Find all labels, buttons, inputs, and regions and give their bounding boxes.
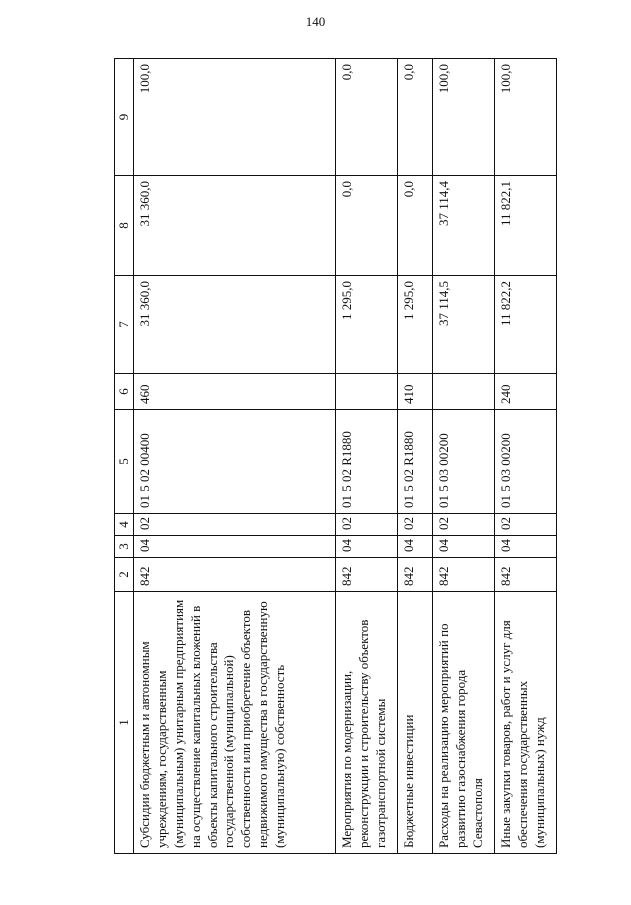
cell-c7: 11 822,2 (495, 276, 557, 374)
cell-c4: 02 (433, 514, 495, 536)
table-row (134, 59, 336, 854)
header-cell: 4 (115, 514, 134, 536)
cell-c9: 0,0 (336, 59, 398, 176)
cell-c2: 842 (134, 558, 336, 592)
cell-c5: 01 5 03 00200 (495, 410, 557, 514)
cell-c6: 240 (495, 374, 557, 410)
table-row (433, 59, 495, 854)
cell-c3: 04 (398, 536, 433, 558)
cell-c2: 842 (336, 558, 398, 592)
row-name: Субсидии бюджетным и автономным учреждениям, государственным (муниципальным) унитарным предприятиям на осуществление капитальных вложений в объекты капитального строительства государственной (муниципальной) собственности или приобретение объектов недвижимого имущества в государственную (муниципальную) собственность (134, 592, 336, 854)
cell-c4: 02 (495, 514, 557, 536)
cell-c8: 11 822,1 (495, 176, 557, 276)
header-cell: 8 (115, 176, 134, 276)
row-name: Мероприятия по модернизации, реконструкции и строительству объектов газотранспортной системы (336, 592, 398, 854)
cell-c6: 460 (134, 374, 336, 410)
cell-c3: 04 (134, 536, 336, 558)
table-header-row (115, 59, 134, 854)
budget-table-container (114, 59, 576, 854)
cell-c6 (336, 374, 398, 410)
cell-c6: 410 (398, 374, 433, 410)
cell-c2: 842 (433, 558, 495, 592)
table-row (398, 59, 433, 854)
cell-c2: 842 (495, 558, 557, 592)
cell-c5: 01 5 02 R1880 (336, 410, 398, 514)
table-row (495, 59, 557, 854)
row-name: Расходы на реализацию мероприятий по развитию газоснабжения города Севастополя (433, 592, 495, 854)
row-name: Иные закупки товаров, работ и услуг для обеспечения государственных (муниципальных) нужд (495, 592, 557, 854)
table-row (336, 59, 398, 854)
cell-c7: 1 295,0 (398, 276, 433, 374)
cell-c7: 37 114,5 (433, 276, 495, 374)
cell-c6 (433, 374, 495, 410)
cell-c8: 31 360,0 (134, 176, 336, 276)
cell-c3: 04 (495, 536, 557, 558)
cell-c5: 01 5 02 R1880 (398, 410, 433, 514)
cell-c9: 100,0 (495, 59, 557, 176)
header-cell: 5 (115, 410, 134, 514)
row-name: Бюджетные инвестиции (398, 592, 433, 854)
cell-c7: 1 295,0 (336, 276, 398, 374)
cell-c4: 02 (398, 514, 433, 536)
cell-c5: 01 5 03 00200 (433, 410, 495, 514)
header-cell: 1 (115, 592, 134, 854)
cell-c9: 100,0 (134, 59, 336, 176)
cell-c4: 02 (134, 514, 336, 536)
cell-c9: 0,0 (398, 59, 433, 176)
cell-c8: 0,0 (398, 176, 433, 276)
header-cell: 3 (115, 536, 134, 558)
header-cell: 7 (115, 276, 134, 374)
header-cell: 6 (115, 374, 134, 410)
cell-c8: 0,0 (336, 176, 398, 276)
header-cell: 9 (115, 59, 134, 176)
header-cell: 2 (115, 558, 134, 592)
cell-c9: 100,0 (433, 59, 495, 176)
budget-table (114, 58, 557, 854)
cell-c4: 02 (336, 514, 398, 536)
page-number: 140 (305, 14, 326, 29)
cell-c3: 04 (433, 536, 495, 558)
cell-c7: 31 360,0 (134, 276, 336, 374)
cell-c3: 04 (336, 536, 398, 558)
cell-c8: 37 114,4 (433, 176, 495, 276)
cell-c5: 01 5 02 00400 (134, 410, 336, 514)
cell-c2: 842 (398, 558, 433, 592)
